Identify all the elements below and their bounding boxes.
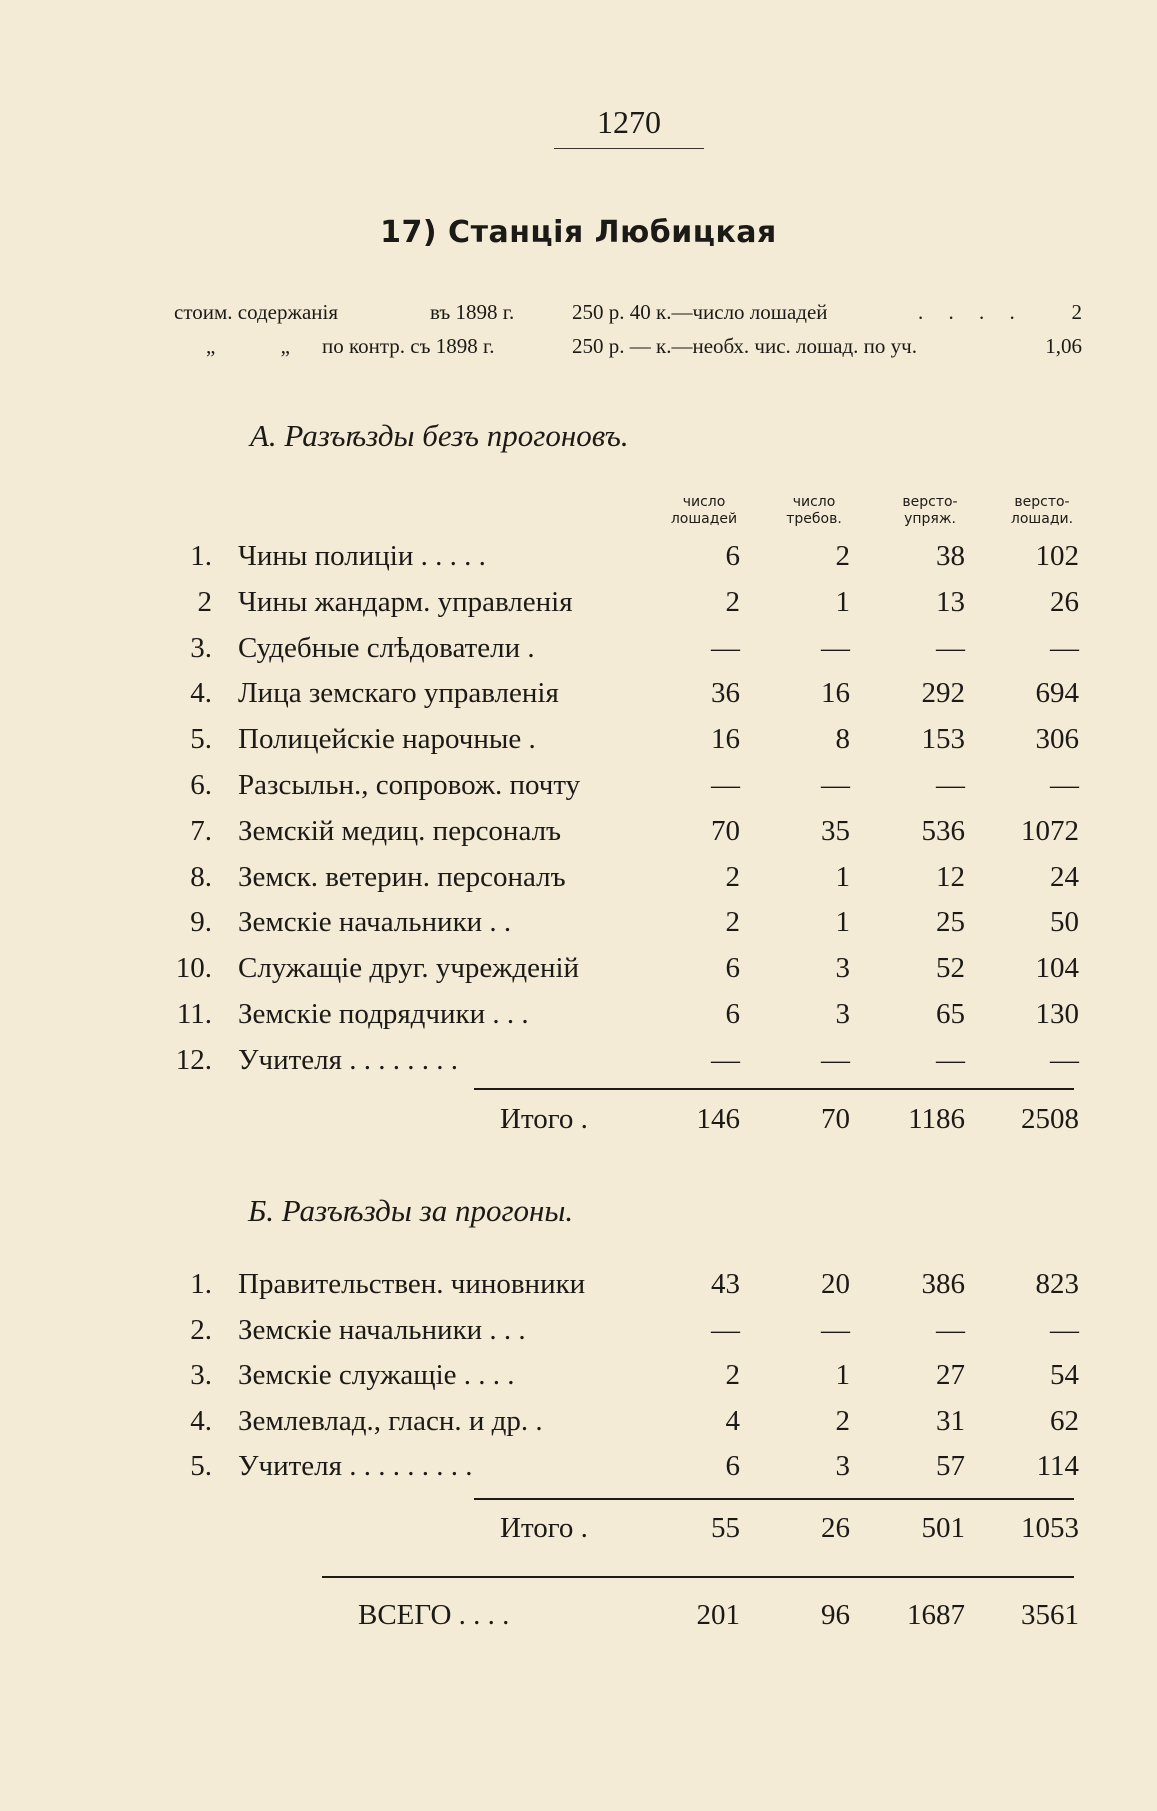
cell-requests: 1 [835, 860, 850, 893]
cell-requests: 3 [835, 1450, 850, 1482]
grand-total-c2: 96 [821, 1599, 850, 1631]
cell-verst-horses: 823 [1035, 1268, 1079, 1300]
row-number: 4. [190, 677, 212, 710]
section-b-total-c3: 501 [921, 1512, 965, 1544]
info-line-1-c: 250 р. 40 к.—число лошадей [572, 300, 828, 324]
cell-verst-harness: 536 [921, 814, 965, 847]
column-header-requests-line2: требов. [786, 511, 842, 527]
cell-verst-harness: 65 [936, 998, 965, 1030]
cell-verst-harness: 292 [921, 677, 965, 710]
page-number-rule [554, 148, 704, 149]
cell-verst-horses: 306 [1035, 723, 1079, 756]
cell-verst-horses: 54 [1050, 1359, 1079, 1391]
column-header-verst-harness [870, 494, 990, 528]
grand-total-c1: 201 [696, 1599, 740, 1631]
info-line-1-dots: . . . . [918, 300, 1025, 324]
row-label: Земск. ветерин. персоналъ [238, 860, 566, 893]
row-number: 5. [190, 723, 212, 756]
table-row [0, 1310, 1157, 1350]
table-row [0, 1040, 1157, 1080]
row-number: 2 [197, 585, 212, 618]
section-a-total-c4: 2508 [1021, 1103, 1079, 1135]
info-line-2-d: 1,06 [1045, 334, 1082, 358]
cell-horses: 2 [725, 585, 740, 618]
cell-verst-horses: — [1050, 1313, 1079, 1346]
row-number: 11. [176, 998, 212, 1030]
cell-verst-horses: 50 [1050, 906, 1079, 939]
section-b-total-c2: 26 [821, 1512, 850, 1544]
table-row [0, 1446, 1157, 1486]
cell-verst-harness: 27 [936, 1359, 965, 1391]
cell-requests: — [821, 1043, 850, 1076]
row-number: 1. [190, 540, 212, 572]
info-line-2-b: по контр. съ 1898 г. [322, 334, 495, 358]
column-header-verst-horses-line2: лошади. [1010, 511, 1074, 527]
cell-requests: 35 [821, 814, 850, 847]
info-line-1-a: стоим. содержанія [174, 300, 339, 324]
row-label: Земскіе служащіе . . . . [238, 1359, 515, 1391]
table-row [0, 811, 1157, 851]
column-header-horses-line2: лошадей [670, 511, 738, 527]
cell-verst-harness: — [936, 631, 965, 664]
row-number: 8. [190, 860, 212, 893]
table-row [0, 536, 1157, 576]
cell-requests: 2 [835, 540, 850, 572]
grand-total-row [0, 1595, 1157, 1635]
cell-requests: 16 [821, 677, 850, 710]
section-a-total-c2: 70 [821, 1103, 850, 1135]
cell-verst-harness: 31 [936, 1404, 965, 1437]
cell-verst-horses: 130 [1035, 998, 1079, 1030]
row-number: 5. [190, 1450, 212, 1482]
row-label: Земскіе подрядчики . . . [238, 998, 529, 1030]
column-header-verst-harness-line1: версто- [902, 494, 958, 510]
row-label: Чины жандарм. управленія [238, 585, 573, 618]
column-header-horses-line1: число [682, 494, 726, 510]
cell-horses: 6 [725, 540, 740, 572]
cell-horses: 70 [711, 814, 740, 847]
column-header-verst-horses-line1: версто- [1014, 494, 1070, 510]
cell-requests: 1 [835, 585, 850, 618]
row-number: 9. [190, 906, 212, 939]
cell-requests: 2 [835, 1404, 850, 1437]
section-b-total-c4: 1053 [1021, 1512, 1079, 1544]
cell-verst-horses: 24 [1050, 860, 1079, 893]
grand-total-c3: 1687 [907, 1599, 965, 1631]
grand-total-rule [322, 1576, 1074, 1578]
cell-verst-horses: 26 [1050, 585, 1079, 618]
info-line-2 [174, 334, 1082, 364]
cell-verst-horses: 102 [1035, 540, 1079, 572]
table-row [0, 857, 1157, 897]
section-b-total-row [0, 1508, 1157, 1548]
row-label: Разсыльн., сопровож. почту [238, 769, 581, 801]
page-number: 1270 [597, 104, 661, 140]
cell-requests: 20 [821, 1268, 850, 1300]
row-number: 3. [190, 1359, 212, 1391]
cell-requests: 1 [835, 906, 850, 939]
cell-verst-harness: 52 [936, 952, 965, 985]
section-a-total-c1: 146 [696, 1103, 740, 1135]
cell-horses: 2 [725, 1359, 740, 1391]
cell-horses: 2 [725, 860, 740, 893]
cell-verst-horses: 114 [1036, 1450, 1079, 1482]
table-row [0, 719, 1157, 759]
cell-horses: 43 [711, 1268, 740, 1300]
section-a-heading: А. Разъѣзды безъ прогоновъ. [250, 418, 629, 453]
row-label: Учителя . . . . . . . . [238, 1043, 458, 1076]
row-number: 6. [190, 769, 212, 801]
cell-requests: — [821, 769, 850, 801]
cell-verst-harness: 57 [936, 1450, 965, 1482]
grand-total-c4: 3561 [1021, 1599, 1079, 1631]
table-row [0, 1401, 1157, 1441]
cell-verst-harness: 38 [936, 540, 965, 572]
section-a-total-label: Итого . [500, 1103, 588, 1135]
row-number: 12. [175, 1043, 212, 1076]
cell-requests: — [821, 1313, 850, 1346]
cell-verst-harness: 12 [936, 860, 965, 893]
cell-verst-harness: 153 [921, 723, 965, 756]
cell-verst-harness: — [936, 1043, 965, 1076]
section-b-total-c1: 55 [711, 1512, 740, 1544]
table-row [0, 948, 1157, 988]
cell-verst-harness: 25 [936, 906, 965, 939]
cell-horses: — [711, 1313, 740, 1346]
cell-verst-harness: 386 [921, 1268, 965, 1300]
cell-horses: 4 [725, 1404, 740, 1437]
table-row [0, 1355, 1157, 1395]
table-row [0, 1264, 1157, 1304]
section-a-total-row [0, 1099, 1157, 1139]
row-number: 7. [190, 814, 212, 847]
station-title: 17) Станція Любицкая [380, 215, 777, 250]
table-row [0, 765, 1157, 805]
cell-verst-horses: — [1050, 769, 1079, 801]
cell-requests: — [821, 631, 850, 664]
cell-horses: 6 [725, 998, 740, 1030]
table-row [0, 582, 1157, 622]
row-label: Правительствен. чиновники [238, 1268, 586, 1300]
column-header-verst-horses [982, 494, 1102, 528]
row-label: Землевлад., гласн. и др. . [238, 1404, 543, 1437]
info-line-2-a: „ „ [206, 334, 290, 358]
row-label: Чины полиціи . . . . . [238, 540, 486, 572]
column-header-horses [644, 494, 764, 528]
row-number: 1. [190, 1268, 212, 1300]
row-number: 10. [175, 952, 212, 985]
cell-verst-horses: — [1050, 631, 1079, 664]
row-number: 3. [190, 631, 212, 664]
section-b-heading: Б. Разъѣзды за прогоны. [248, 1193, 574, 1228]
row-label: Лица земскаго управленія [238, 677, 559, 710]
table-row [0, 902, 1157, 942]
column-header-requests-line1: число [792, 494, 836, 510]
row-label: Земскіе начальники . . . [238, 1313, 526, 1346]
cell-verst-harness: — [936, 1313, 965, 1346]
cell-requests: 3 [835, 998, 850, 1030]
cell-verst-horses: — [1050, 1043, 1079, 1076]
section-b-total-rule [474, 1498, 1074, 1500]
section-a-total-c3: 1186 [908, 1103, 965, 1135]
row-label: Судебные слѣдователи . [238, 631, 535, 664]
cell-verst-horses: 104 [1035, 952, 1079, 985]
cell-verst-horses: 1072 [1021, 814, 1079, 847]
row-label: Земскій медиц. персоналъ [238, 814, 562, 847]
grand-total-label: ВСЕГО . . . . [358, 1599, 510, 1631]
info-line-1 [174, 300, 1082, 330]
cell-horses: 6 [725, 952, 740, 985]
cell-horses: — [711, 1043, 740, 1076]
cell-horses: 36 [711, 677, 740, 710]
cell-verst-horses: 62 [1050, 1404, 1079, 1437]
info-line-2-c: 250 р. — к.—необх. чис. лошад. по уч. [572, 334, 917, 358]
row-label: Служащіе друг. учрежденій [238, 952, 580, 985]
table-row [0, 673, 1157, 713]
cell-requests: 3 [835, 952, 850, 985]
cell-verst-horses: 694 [1035, 677, 1079, 710]
cell-horses: 2 [725, 906, 740, 939]
cell-horses: 6 [725, 1450, 740, 1482]
row-label: Земскіе начальники . . [238, 906, 512, 939]
row-number: 2. [190, 1313, 212, 1346]
cell-verst-harness: 13 [936, 585, 965, 618]
row-label: Полицейскіе нарочные . [238, 723, 536, 756]
cell-horses: — [711, 769, 740, 801]
info-line-1-d: 2 [1071, 300, 1082, 324]
table-row [0, 628, 1157, 668]
table-row [0, 994, 1157, 1034]
section-b-total-label: Итого . [500, 1512, 588, 1544]
column-header-verst-harness-line2: упряж. [904, 511, 956, 527]
cell-horses: 16 [711, 723, 740, 756]
row-number: 4. [190, 1404, 212, 1437]
row-label: Учителя . . . . . . . . . [238, 1450, 473, 1482]
section-a-total-rule [474, 1088, 1074, 1090]
cell-verst-harness: — [936, 769, 965, 801]
info-line-1-b: въ 1898 г. [430, 300, 515, 324]
cell-horses: — [711, 631, 740, 664]
cell-requests: 1 [835, 1359, 850, 1391]
column-header-requests [754, 494, 874, 528]
cell-requests: 8 [835, 723, 850, 756]
